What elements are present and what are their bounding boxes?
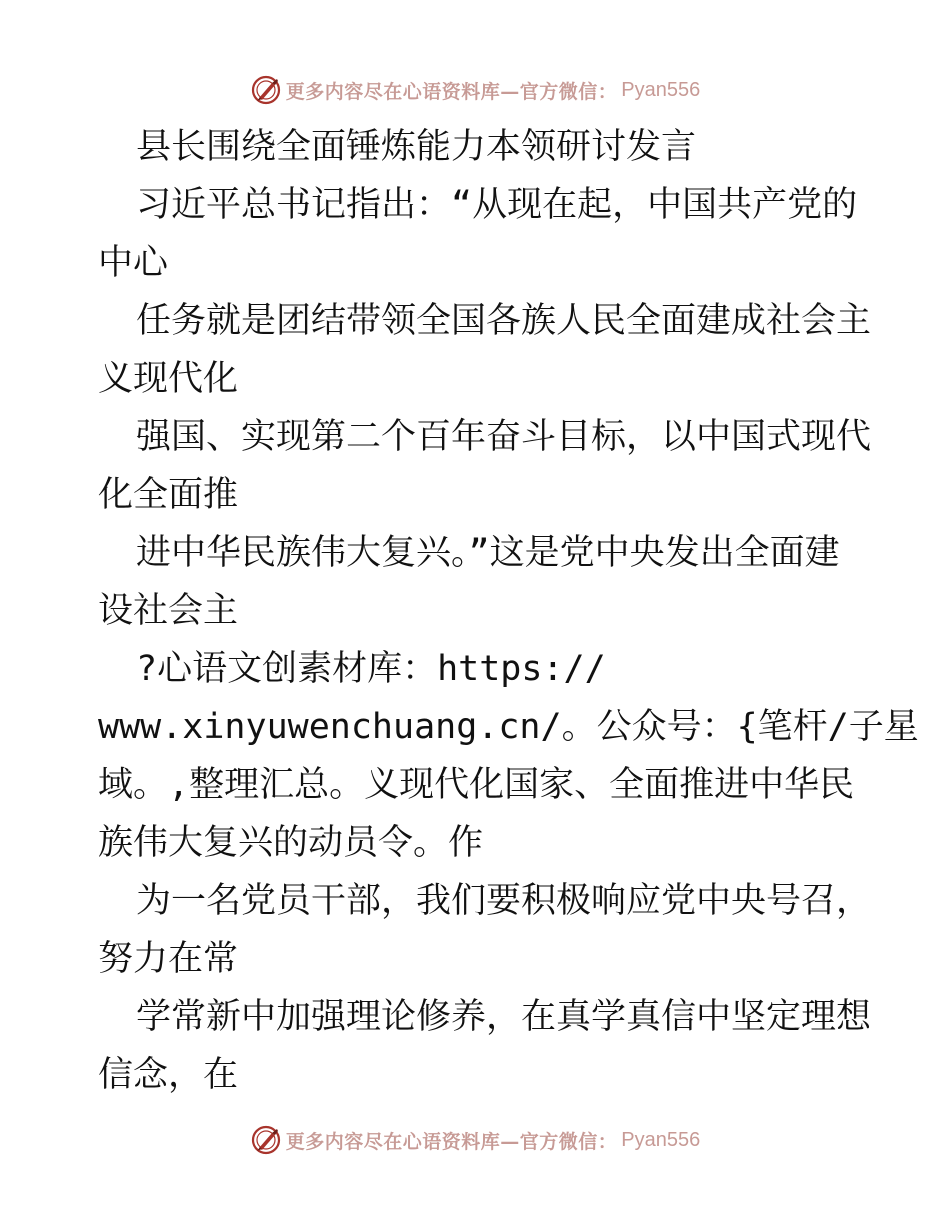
document-line: 域。,整理汇总。义现代化国家、全面推进中华民 bbox=[98, 765, 855, 805]
footer-wechat-id: Pyan556 bbox=[621, 1128, 701, 1151]
document-line: 努力在常 bbox=[98, 939, 239, 979]
document-line: 族伟大复兴的动员令。作 bbox=[98, 823, 484, 863]
document-line: 信念，在 bbox=[98, 1055, 239, 1095]
document-line: www.xinyuwenchuang.cn/。公众号：{笔杆/子星 bbox=[98, 707, 919, 747]
header-banner bbox=[0, 70, 950, 110]
header-banner-content[interactable] bbox=[250, 74, 700, 106]
document-body bbox=[98, 118, 919, 1104]
footer-banner-text: 更多内容尽在心语资料库—官方微信： bbox=[285, 1130, 618, 1153]
footer-banner-content[interactable] bbox=[250, 1124, 700, 1156]
document-line: 强国、实现第二个百年奋斗目标，以中国式现代 bbox=[136, 417, 872, 457]
document-line: 习近平总书记指出：“从现在起，中国共产党的 bbox=[136, 185, 858, 225]
document-line: ?心语文创素材库：https:// bbox=[136, 649, 606, 689]
header-banner-text: 更多内容尽在心语资料库—官方微信： bbox=[285, 80, 618, 103]
document-line: 为一名党员干部，我们要积极响应党中央号召， bbox=[136, 881, 872, 921]
document-line: 义现代化 bbox=[98, 359, 239, 399]
document-line: 设社会主 bbox=[98, 591, 239, 631]
quill-pen-seal-icon bbox=[250, 1124, 282, 1156]
document-line: 中心 bbox=[98, 243, 169, 283]
quill-pen-seal-icon bbox=[250, 74, 282, 106]
document-line: 任务就是团结带领全国各族人民全面建成社会主 bbox=[136, 301, 872, 341]
document-line: 化全面推 bbox=[98, 475, 239, 515]
footer-banner bbox=[0, 1120, 950, 1160]
document-line: 学常新中加强理论修养，在真学真信中坚定理想 bbox=[136, 997, 872, 1037]
header-wechat-id: Pyan556 bbox=[621, 78, 701, 101]
document-line: 县长围绕全面锤炼能力本领研讨发言 bbox=[136, 127, 697, 167]
document-line: 进中华民族伟大复兴。”这是党中央发出全面建 bbox=[136, 533, 840, 573]
